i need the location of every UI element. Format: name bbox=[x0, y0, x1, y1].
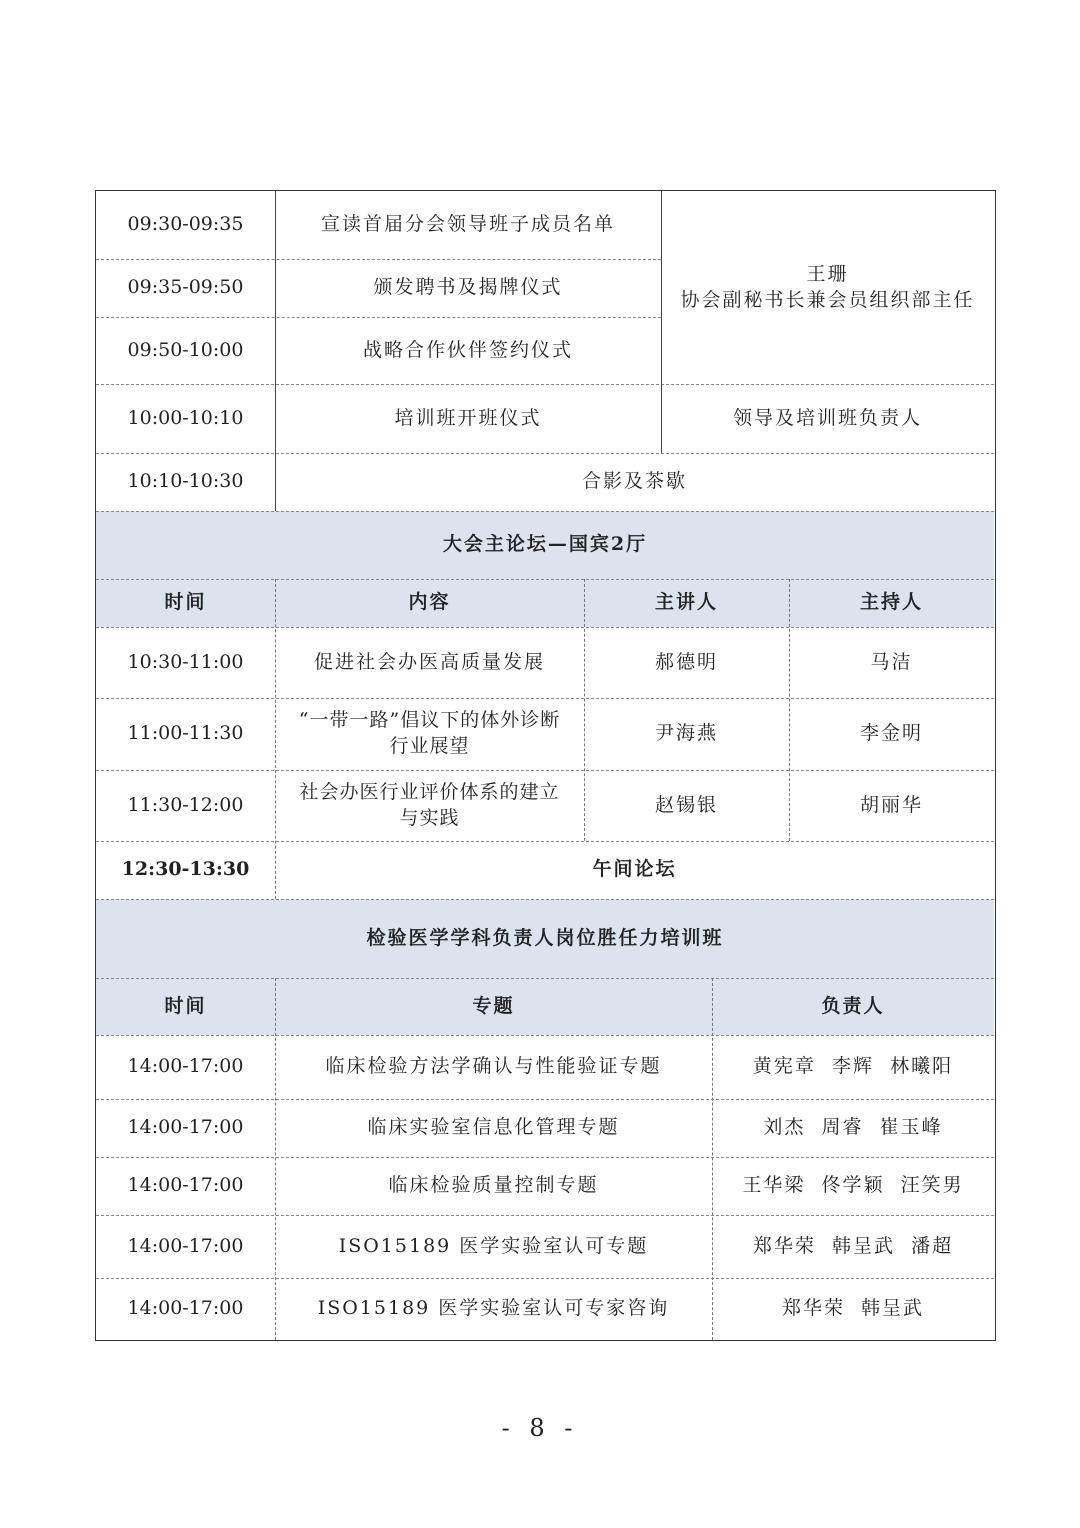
header-speaker: 主讲人 bbox=[654, 591, 718, 614]
header-time: 时间 bbox=[164, 591, 207, 614]
opening-time-1: 09:30-09:35 bbox=[127, 213, 244, 236]
break-time: 10:10-10:30 bbox=[127, 470, 244, 493]
training-time-1: 14:00-17:00 bbox=[127, 1055, 244, 1078]
forum-speaker-1: 郝德明 bbox=[654, 650, 718, 673]
header-content: 内容 bbox=[408, 591, 451, 614]
forum-host-3: 胡丽华 bbox=[859, 793, 923, 816]
opening-content-1: 宣读首届分会领导班子成员名单 bbox=[320, 213, 615, 236]
training-topic-5: ISO15189 医学实验室认可专家咨询 bbox=[317, 1297, 670, 1320]
training-topic-3: 临床检验质量控制专题 bbox=[388, 1174, 599, 1197]
forum-content-2-line1: “一带一路”倡议下的体外诊断 bbox=[298, 709, 561, 732]
opening-content-2: 颁发聘书及揭牌仪式 bbox=[373, 276, 563, 299]
training-topic-2: 临床实验室信息化管理专题 bbox=[367, 1116, 620, 1139]
training-leader-3: 王华梁 佟学颖 汪笑男 bbox=[742, 1174, 964, 1197]
schedule-table bbox=[95, 190, 996, 1341]
forum-host-1: 马洁 bbox=[870, 650, 913, 673]
forum-time-2: 11:00-11:30 bbox=[127, 722, 244, 745]
training-header-leader: 负责人 bbox=[821, 994, 885, 1017]
forum-content-3 bbox=[275, 770, 584, 841]
forum-time-3: 11:30-12:00 bbox=[127, 793, 244, 816]
forum-speaker-3: 赵锡银 bbox=[654, 793, 718, 816]
training-topic-1: 临床检验方法学确认与性能验证专题 bbox=[325, 1055, 662, 1078]
training-leader-2: 刘杰 周睿 崔玉峰 bbox=[763, 1116, 943, 1139]
training-header-time: 时间 bbox=[164, 994, 207, 1017]
opening-time-3: 09:50-10:00 bbox=[127, 338, 244, 361]
training-leader-1: 黄宪章 李辉 林曦阳 bbox=[752, 1055, 954, 1078]
forum-content-3-line1: 社会办医行业评价体系的建立 bbox=[299, 780, 560, 803]
forum-content-2-line2: 行业展望 bbox=[389, 735, 470, 757]
forum-speaker-2: 尹海燕 bbox=[654, 722, 718, 745]
forum-content-3-line2: 与实践 bbox=[399, 806, 460, 829]
training-header-topic: 专题 bbox=[472, 994, 515, 1017]
training-open-content: 培训班开班仪式 bbox=[394, 406, 542, 429]
lunch-time: 12:30-13:30 bbox=[121, 858, 250, 881]
training-time-2: 14:00-17:00 bbox=[127, 1116, 244, 1139]
forum-time-1: 10:30-11:00 bbox=[127, 650, 244, 673]
opening-content-3: 战略合作伙伴签约仪式 bbox=[362, 338, 573, 361]
training-open-host: 领导及培训班负责人 bbox=[732, 406, 922, 429]
host-title: 协会副秘书长兼会员组织部主任 bbox=[680, 288, 975, 311]
header-host: 主持人 bbox=[859, 591, 923, 614]
lunch-content: 午间论坛 bbox=[592, 858, 677, 881]
training-time-5: 14:00-17:00 bbox=[127, 1297, 244, 1320]
forum-content-2 bbox=[275, 698, 584, 770]
opening-host bbox=[661, 191, 994, 384]
training-leader-4: 郑华荣 韩呈武 潘超 bbox=[752, 1234, 954, 1257]
training-time-4: 14:00-17:00 bbox=[127, 1234, 244, 1257]
opening-time-2: 09:35-09:50 bbox=[127, 276, 244, 299]
main-forum-title: 大会主论坛—国宾2厅 bbox=[442, 533, 648, 556]
page-number: - 8 - bbox=[501, 1414, 579, 1442]
training-time-3: 14:00-17:00 bbox=[127, 1174, 244, 1197]
break-content: 合影及茶歇 bbox=[581, 470, 687, 493]
training-title: 检验医学学科负责人岗位胜任力培训班 bbox=[366, 926, 724, 949]
training-topic-4: ISO15189 医学实验室认可专题 bbox=[338, 1234, 649, 1257]
forum-host-2: 李金明 bbox=[859, 722, 923, 745]
forum-content-1: 促进社会办医高质量发展 bbox=[313, 650, 545, 673]
training-leader-5: 郑华荣 韩呈武 bbox=[781, 1297, 925, 1320]
host-name: 王珊 bbox=[806, 262, 849, 285]
training-open-time: 10:00-10:10 bbox=[127, 406, 244, 429]
